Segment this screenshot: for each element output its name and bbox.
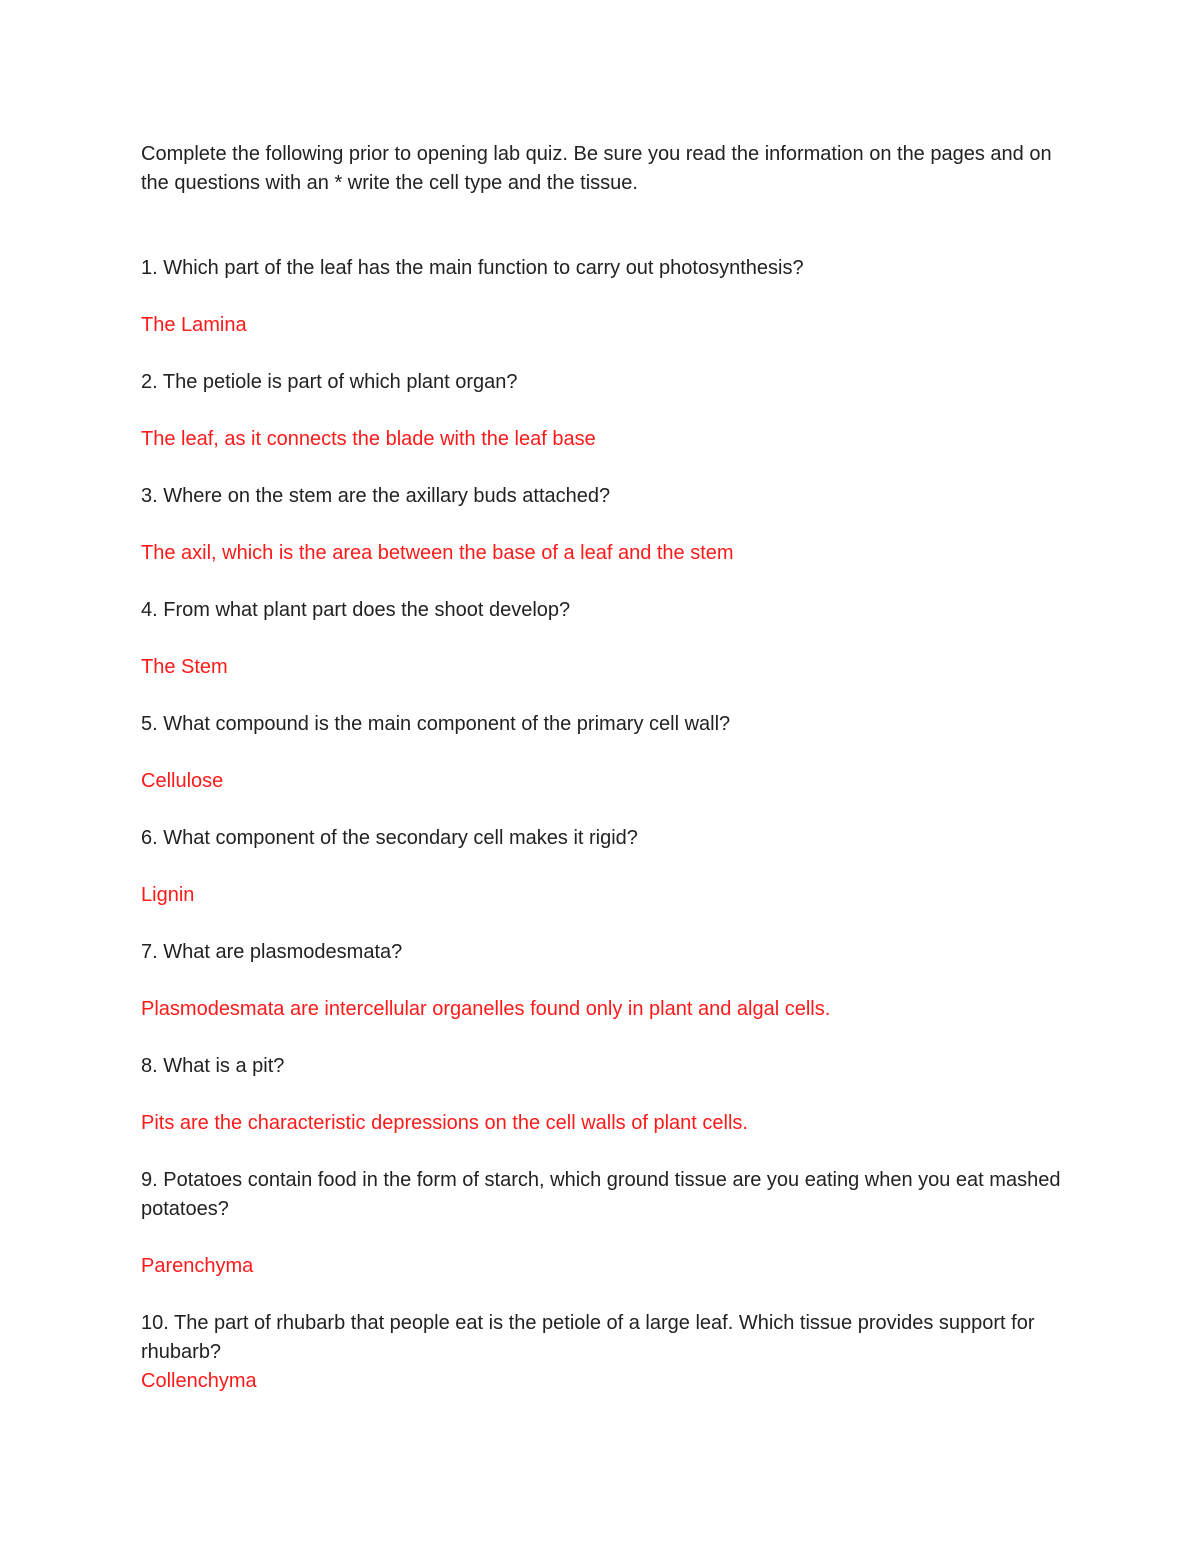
qa-item-9 [141, 1166, 1066, 1281]
qa-item-6 [141, 824, 1066, 910]
answer-7: Plasmodesmata are intercellular organelles found only in plant and algal cells. [141, 998, 831, 1020]
answer-6: Lignin [141, 884, 195, 906]
document-content [141, 140, 1066, 1396]
question-4: 4. From what plant part does the shoot develop? [141, 599, 571, 621]
question-10: 10. The part of rhubarb that people eat is the petiole of a large leaf. Which tissue provides support for rhubarb? [141, 1312, 1035, 1363]
intro-paragraph: Complete the following prior to opening lab quiz. Be sure you read the information on the pages and on the questions with an * write the cell type and the tissue. [141, 143, 1052, 194]
question-8: 8. What is a pit? [141, 1055, 285, 1077]
answer-3: The axil, which is the area between the base of a leaf and the stem [141, 542, 734, 564]
qa-item-5 [141, 710, 1066, 796]
qa-item-10 [141, 1309, 1066, 1396]
answer-8: Pits are the characteristic depressions on the cell walls of plant cells. [141, 1112, 748, 1134]
question-9: 9. Potatoes contain food in the form of starch, which ground tissue are you eating when you eat mashed potatoes? [141, 1169, 1061, 1220]
question-list [141, 254, 1066, 1396]
qa-item-2 [141, 368, 1066, 454]
qa-item-3 [141, 482, 1066, 568]
answer-1: The Lamina [141, 314, 247, 336]
answer-9: Parenchyma [141, 1255, 254, 1277]
qa-item-7 [141, 938, 1066, 1024]
question-7: 7. What are plasmodesmata? [141, 941, 403, 963]
qa-item-8 [141, 1052, 1066, 1138]
answer-5: Cellulose [141, 770, 224, 792]
qa-item-4 [141, 596, 1066, 682]
question-1: 1. Which part of the leaf has the main function to carry out photosynthesis? [141, 257, 804, 279]
answer-10: Collenchyma [141, 1370, 257, 1392]
answer-4: The Stem [141, 656, 228, 678]
question-5: 5. What compound is the main component of the primary cell wall? [141, 713, 731, 735]
question-2: 2. The petiole is part of which plant organ? [141, 371, 518, 393]
question-6: 6. What component of the secondary cell makes it rigid? [141, 827, 638, 849]
qa-item-1 [141, 254, 1066, 340]
answer-2: The leaf, as it connects the blade with the leaf base [141, 428, 596, 450]
question-3: 3. Where on the stem are the axillary buds attached? [141, 485, 611, 507]
